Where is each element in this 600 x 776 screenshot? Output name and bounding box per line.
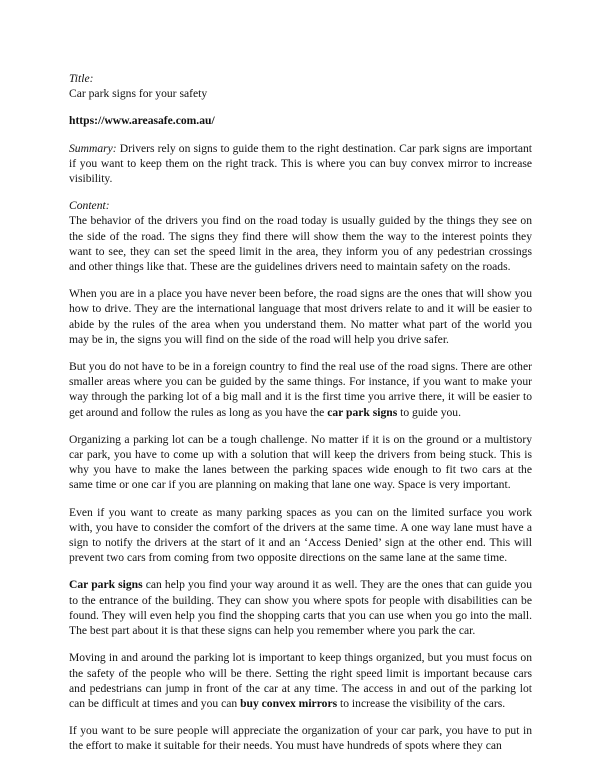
paragraph-3-text-a: But you do not have to be in a foreign country to find the real use of the road signs. There are other smaller areas where you can be guided by the same things. For instance, if you want to make your way through the parking lot of a big mall and it is the first time you arrive there, it will be easier to get around and follow the rules as long as you have the [69,360,532,419]
paragraph-7 [69,650,532,711]
paragraph-4: Organizing a parking lot can be a tough challenge. No matter if it is on the ground or a multistory car park, you have to come up with a solution that will keep the drivers from being stuck. This is why you have to make the lanes between the parking spaces wide enough to fit two cars at the same time or one car if you are planning on making that lane one way. Space is very important. [69,432,532,492]
paragraph-7-text-b: to increase the visibility of the cars. [337,696,506,710]
paragraph-6 [69,577,532,638]
keyword-buy-convex-mirrors: buy convex mirrors [240,696,338,710]
paragraph-3 [69,359,532,420]
document-page [69,71,532,766]
source-url: https://www.areasafe.com.au/ [69,114,215,128]
title-label: Title: [69,72,94,85]
title-block [69,71,532,101]
summary-block [69,141,532,187]
content-block [69,198,532,274]
paragraph-2: When you are in a place you have never been before, the road signs are the ones that will show you how to drive. They are the international language that most drivers relate to and it will be easier to abide by the rules of the area when you understand them. No matter what part of the world you may be in, the signs you will find on the side of the road will help you drive safer. [69,287,532,346]
document-title: Car park signs for your safety [69,87,208,101]
summary-text: Drivers rely on signs to guide them to the right destination. Car park signs are important if you want to keep them on the right track. This is where you can buy convex mirror to increase visibility. [69,141,532,186]
keyword-car-park-signs: car park signs [327,405,398,419]
paragraph-6-text: can help you find your way around it as well. They are the ones that can guide you to the entrance of the building. They can show you where spots for people with disabilities can be found. They will even help you find the shopping carts that you can use when you go into the mall. The best part about it is that these signs can help you remember where you park the car. [69,578,533,638]
paragraph-8: If you want to be sure people will appreciate the organization of your car park, you have to put in the effort to make it suitable for their needs. You must have hundreds of spots where they can [69,724,532,753]
summary-label: Summary: [69,141,117,155]
content-label: Content: [69,199,110,213]
paragraph-5: Even if you want to create as many parking spaces as you can on the limited surface you work with, you have to consider the comfort of the drivers at the same time. A one way lane must have a sign to notify the drivers at the start of it and an ‘Access Denied’ sign at the other end. This will prevent two cars from coming from two opposite directions on the same lane at the same time. [69,505,532,565]
paragraph-3-text-b: to guide you. [397,405,461,419]
paragraph-1: The behavior of the drivers you find on the road today is usually guided by the things they see on the side of the road. The signs they find there will show them the way to the interest points they want to see, they can set the speed limit in the area, they inform you of any pedestrian crossings and other things like that. These are the guidelines drivers need to maintain safety on the roads. [69,214,532,274]
keyword-car-park-signs-2: Car park signs [69,578,143,592]
paragraph-7-text-a: Moving in and around the parking lot is important to keep things organized, but you must focus on the safety of the people who will be there. Setting the right speed limit is important because cars and pedestrians can jump in front of the car at any time. The access in and out of the parking lot can be difficult at times and you can [69,651,532,710]
